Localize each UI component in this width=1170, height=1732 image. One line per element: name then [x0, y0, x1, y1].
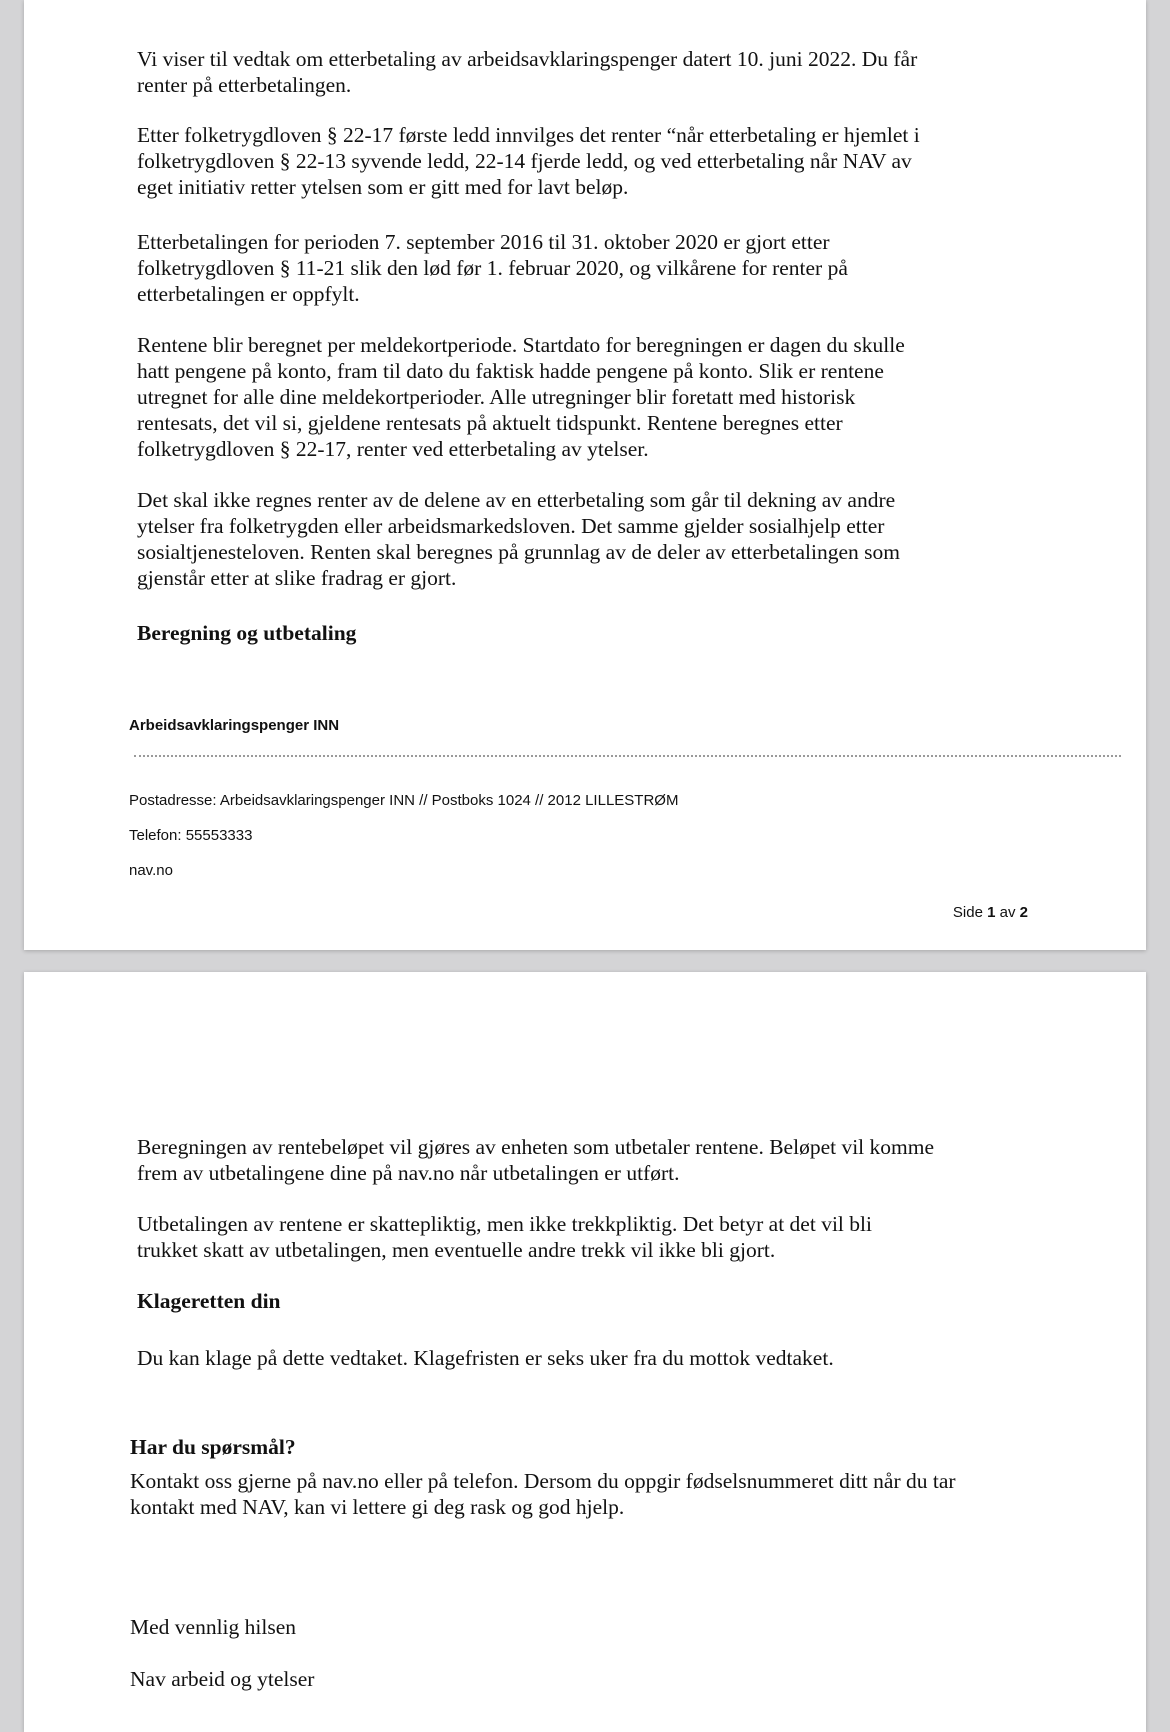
footer-address: Postadresse: Arbeidsavklaringspenger INN // Postboks 1024 // 2012 LILLESTRØM: [129, 792, 679, 809]
document-page-2: [24, 972, 1146, 1732]
document-page-1: [24, 0, 1146, 950]
paragraph-interest-amount: Beregningen av rentebeløpet vil gjøres av enheten som utbetaler rentene. Beløpet vil komme frem av utbetalingene dine på nav.no når utbetalingen er utført.: [137, 1135, 935, 1185]
paragraph-legal-basis: Etter folketrygdloven § 22-17 første ledd innvilges det renter “når etterbetaling er hjemlet i folketrygdloven § 22-13 syvende ledd, 22-14 fjerde ledd, og ved etterbetaling når NAV av eget initiativ retter ytelsen som er gitt med for lavt beløp.: [137, 123, 920, 199]
paragraph-calculation: Rentene blir beregnet per meldekortperiode. Startdato for beregningen er dagen du skulle hatt pengene på konto, fram til dato du faktisk hadde pengene på konto. Slik er rentene utregnet for alle dine meldekortperioder. Alle utregninger blir foretatt med historisk rentesats, det vil si, gjeldene rentesats på aktuelt tidspunkt. Rentene beregnes etter folketrygdloven § 22-17, renter ved etterbetaling av ytelser.: [137, 333, 905, 461]
heading-questions: Har du spørsmål?: [130, 1435, 296, 1459]
heading-appeal-right: Klageretten din: [137, 1289, 281, 1313]
paragraph-contact: Kontakt oss gjerne på nav.no eller på telefon. Dersom du oppgir fødselsnummeret ditt når du tar kontakt med NAV, kan vi lettere gi deg rask og god hjelp.: [130, 1469, 956, 1519]
footer-web: nav.no: [129, 862, 173, 879]
paragraph-exceptions: Det skal ikke regnes renter av de delene av en etterbetaling som går til dekning av andre ytelser fra folketrygden eller arbeidsmarkedsloven. Det samme gjelder sosialhjelp etter sosialtjenesteloven. Renten skal beregnes på grunnlag av de deler av etterbetalingen som gjenstår etter at slike fradrag er gjort.: [137, 488, 900, 590]
heading-calculation-payment: Beregning og utbetaling: [137, 621, 357, 645]
paragraph-intro: Vi viser til vedtak om etterbetaling av arbeidsavklaringspenger datert 10. juni 2022. Du får renter på etterbetalingen.: [137, 47, 918, 97]
paragraph-appeal: Du kan klage på dette vedtaket. Klagefristen er seks uker fra du mottok vedtaket.: [137, 1346, 834, 1370]
closing-greeting: Med vennlig hilsen: [130, 1615, 297, 1639]
footer-unit: Arbeidsavklaringspenger INN: [129, 717, 340, 734]
paragraph-period: Etterbetalingen for perioden 7. september 2016 til 31. oktober 2020 er gjort etter folketrygdloven § 11-21 slik den lød før 1. februar 2020, og vilkårene for renter på etterbetalingen er oppfylt.: [137, 230, 848, 306]
signature: Nav arbeid og ytelser: [130, 1667, 315, 1691]
paragraph-tax: Utbetalingen av rentene er skattepliktig, men ikke trekkpliktig. Det betyr at det vil bli trukket skatt av utbetalingen, men eventuelle andre trekk vil ikke bli gjort.: [137, 1212, 872, 1262]
footer-divider: [134, 755, 1121, 757]
footer-phone: Telefon: 55553333: [129, 827, 253, 844]
page-number: Side 1 av 2: [952, 904, 1028, 921]
